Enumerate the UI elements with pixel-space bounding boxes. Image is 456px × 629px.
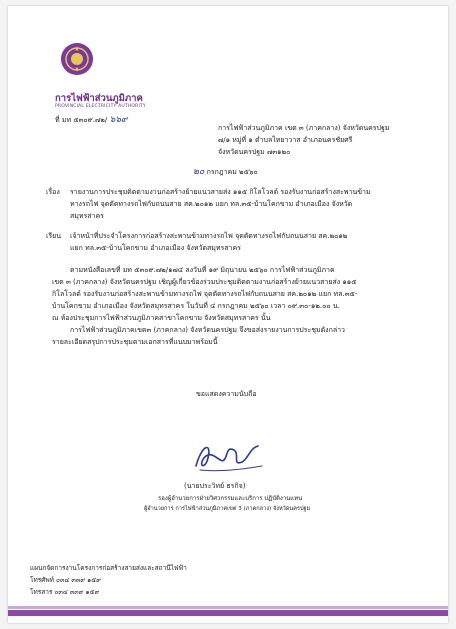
handwritten-signature (188, 436, 268, 478)
body-p2-line-2: รายละเอียดสรุปการประชุมตามเอกสารที่แนบมาพร้อมนี้ (52, 338, 218, 346)
subject-line-2: ทางรถไฟ จุดตัดทางรถไฟกับถนนสาย สค.๒๐๑๒ แยก ทล.๓๕-บ้านโคกขาม อำเภอเมือง จังหวัด (70, 200, 353, 208)
pea-emblem-logo (60, 42, 94, 76)
subject-line-3: สมุทรสาคร (70, 212, 104, 220)
body-p2-line-1: การไฟฟ้าส่วนภูมิภาคเขต๓ (ภาคกลาง) จังหวัดนครปฐม จึงขอส่งรายงานการประชุมดังกล่าว (70, 326, 345, 334)
subject-label: เรื่อง (46, 188, 60, 196)
letter-page (8, 6, 448, 623)
footer-department: แผนกจัดการงานโครงการก่อสร้างสายส่งและสถานีไฟฟ้า (30, 564, 187, 572)
body-p1-line-3: กิโลโวลต์ รองรับงานก่อสร้างสะพานข้ามทางรถไฟ จุดตัดทางรถไฟกับถนนสาย สค.๒๐๑๒ แยก ทล.๓๕- (52, 290, 358, 298)
sender-address-line-1: การไฟฟ้าส่วนภูมิภาค เขต ๓ (ภาคกลาง) จังหวัดนครปฐม (218, 124, 390, 132)
body-p1-line-1: ตามหนังสือเลขที่ มท ๕๓๐๙.๗๒/๑๗๔ ลงวันที่ ๑๙ มิถุนายน ๒๕๖๐ การไฟฟ้าส่วนภูมิภาค (70, 266, 335, 274)
signer-title-line-2: ผู้อำนวยการ การไฟฟ้าส่วนภูมิภาคเขต 3 (ภาคกลาง) จังหวัดนครปฐม (144, 506, 311, 512)
ref-number-line (55, 116, 128, 125)
sender-address-line-2: ๗/๑ หมู่ที่ ๑ ตำบลไทยาวาส อำเภอนครชัยศรี (218, 136, 353, 144)
footer-telephone: โทรศัพท์ ๐๓๔ ๓๓๙ ๑๕๙ (30, 576, 101, 584)
date-day-handwritten: ๒๐ (193, 167, 205, 177)
body-p1-line-5: ณ ห้องประชุมการไฟฟ้าส่วนภูมิภาคสาขาโคกขาม จังหวัดสมุทรสาคร นั้น (52, 314, 271, 322)
body-p1-line-2: เขต ๓ (ภาคกลาง) จังหวัดนครปฐม เชิญผู้เกี่ยวข้องร่วมประชุมติดตามงานก่อสร้างย้ายแนวสายส่ง ๑๑๕ (52, 278, 357, 286)
recipient-line-2: แยก ทล.๓๕-บ้านโคกขาม อำเภอเมือง จังหวัดสมุทรสาคร (70, 244, 241, 252)
footer-stripe-dark (8, 610, 448, 616)
ref-label: ที่ (55, 116, 60, 124)
footer-stripe-light (8, 606, 448, 609)
org-name-english: PROVINCIAL ELECTRICITY AUTHORITY (55, 104, 146, 109)
signer-title-line-1: รองผู้อำนวยการฝ่ายวิศวกรรมและบริการ ปฏิบัติงานแทน (158, 495, 303, 502)
sender-address-line-3: จังหวัดนครปฐม ๗๓๑๒๐ (218, 148, 291, 156)
ref-value: มท ๕๓๐๙.๗๒/ (61, 116, 108, 124)
org-name-thai: การไฟฟ้าส่วนภูมิภาค (55, 93, 143, 104)
subject-line-1: รายงานการประชุมติดตามงานก่อสร้างย้ายแนวสายส่ง ๑๑๕ กิโลโวลต์ รองรับงานก่อสร้างสะพานข้าม (70, 188, 371, 196)
letter-date (193, 168, 258, 177)
date-month-year: กรกฎาคม ๒๕๖๐ (206, 168, 258, 176)
closing-text: ขอแสดงความนับถือ (196, 390, 257, 398)
recipient-line-1: เจ้าหน้าที่ประจำโครงการก่อสร้างสะพานข้ามทางรถไฟ จุดตัดทางรถไฟกับถนนสาย สค.๒๐๑๒ (70, 232, 348, 240)
body-p1-line-4: บ้านโคกขาม อำเภอเมือง จังหวัดสมุทรสาคร ในวันที่ ๔ กรกฎาคม ๒๕๖๐ เวลา ๐๙.๓๐-๑๒.๐๐ น. (52, 302, 340, 310)
signer-name: (นายประวิทย์ ธรกิจ) (184, 482, 246, 490)
footer-fax: โทรสาร ๐๓๔ ๓๓๙ ๑๕๙ (30, 588, 100, 596)
recipient-label: เรียน (46, 232, 62, 240)
ref-handwritten-number: ๖๖๙ (109, 115, 128, 125)
